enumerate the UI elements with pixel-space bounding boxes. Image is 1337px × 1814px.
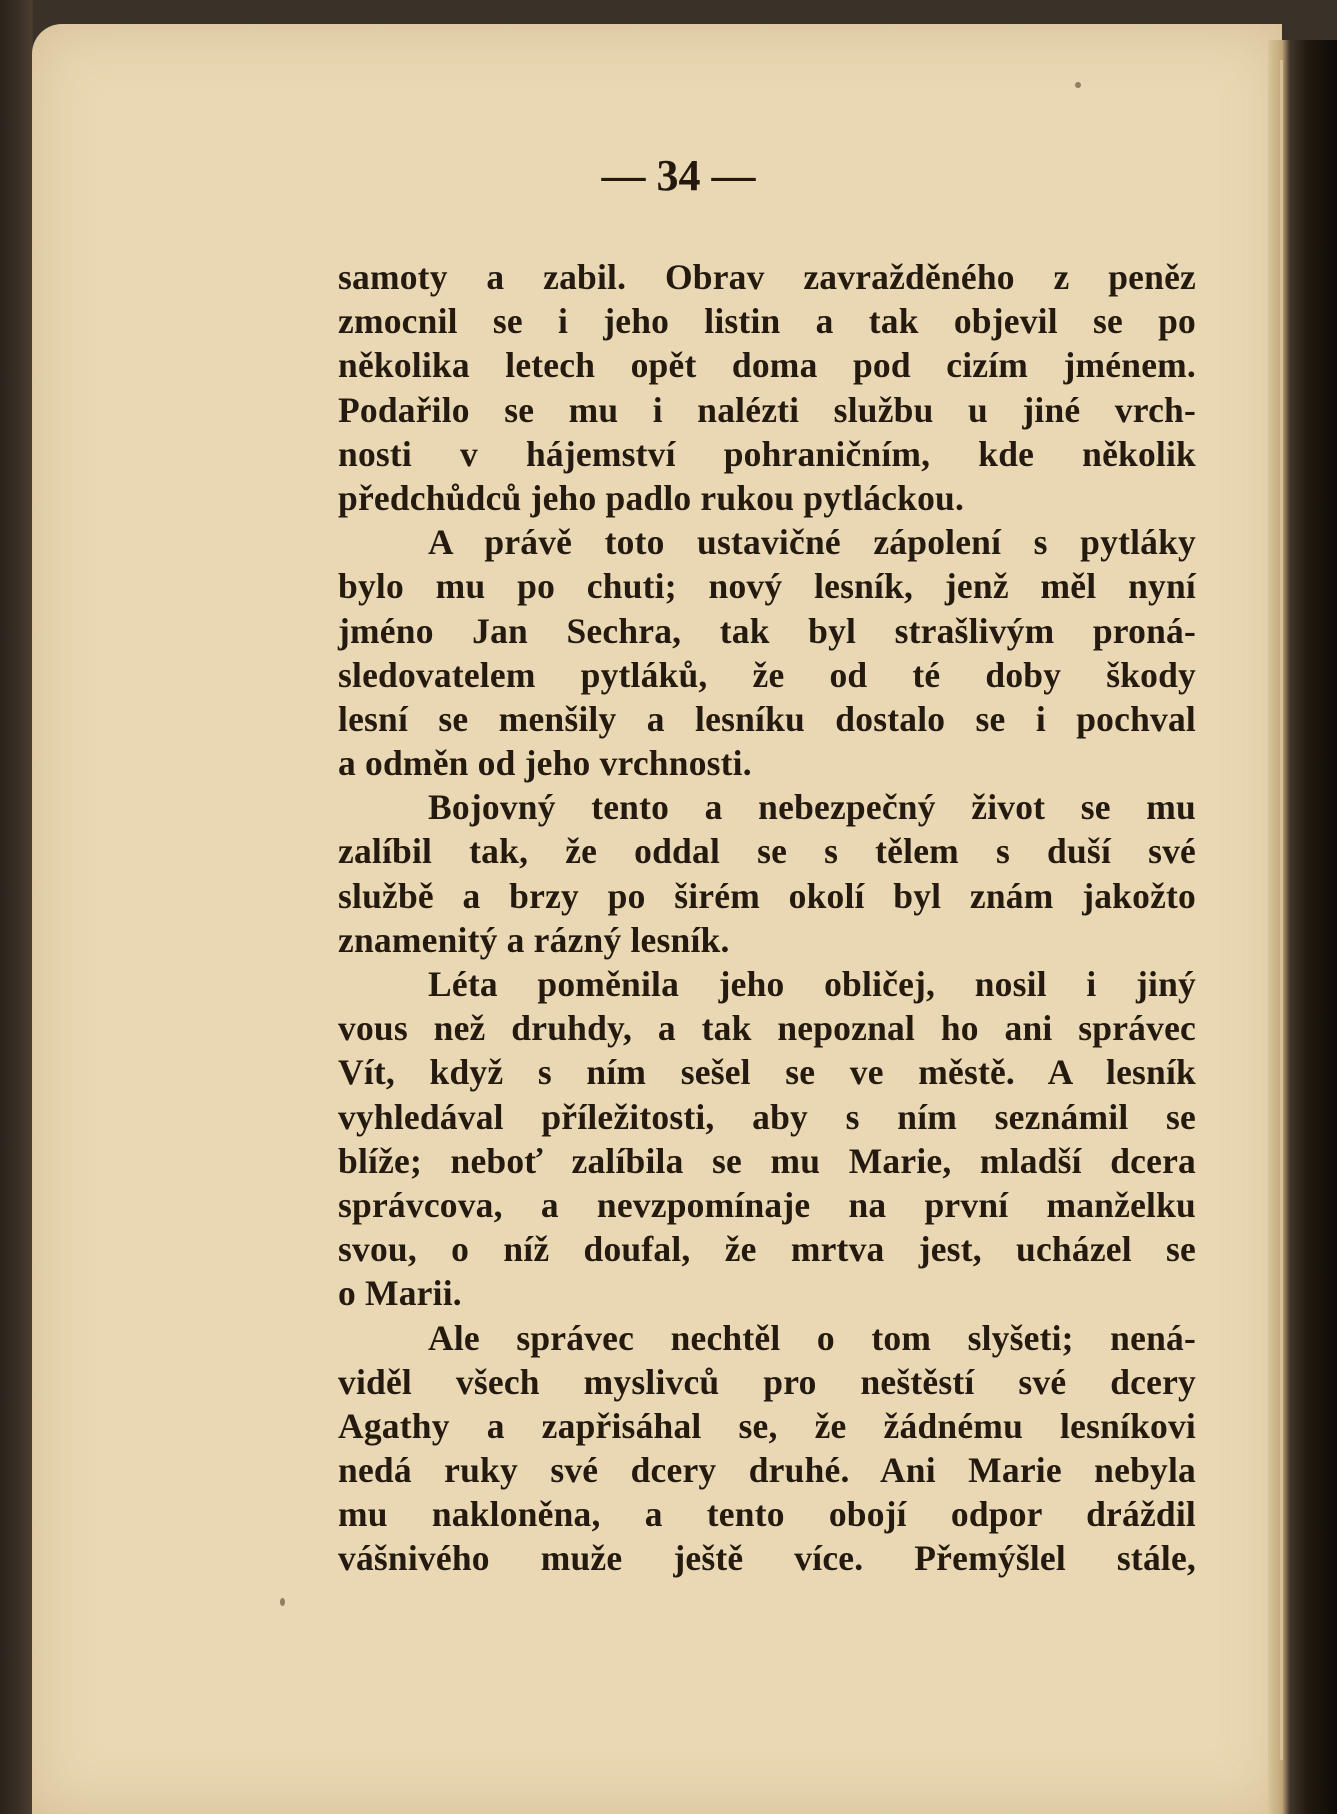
text-line: zalíbil tak, že oddal se s tělem s duší své bbox=[338, 831, 1196, 872]
text-line: Podařilo se mu i nalézti službu u jiné vrch- bbox=[338, 389, 1196, 430]
text-line: znamenitý a rázný lesník. bbox=[338, 919, 730, 960]
text-line: Agathy a zapřisáhal se, že žádnému lesníkovi bbox=[338, 1405, 1196, 1446]
text-line: lesní se menšily a lesníku dostalo se i pochval bbox=[338, 698, 1196, 739]
text-line: službě a brzy po širém okolí byl znám jakožto bbox=[338, 875, 1196, 916]
text-line: Bojovný tento a nebezpečný život se mu bbox=[428, 787, 1196, 828]
text-line: předchůdců jeho padlo rukou pytláckou. bbox=[338, 477, 965, 518]
text-line: Léta poměnila jeho obličej, nosil i jiný bbox=[428, 964, 1196, 1004]
page-edge bbox=[1280, 60, 1283, 1760]
text-line: viděl všech myslivců pro neštěstí své dcery bbox=[338, 1361, 1196, 1402]
paper-speck bbox=[280, 1598, 285, 1606]
page-number: — 34 — bbox=[601, 151, 756, 200]
text-line: vous než druhdy, a tak nepoznal ho ani správec bbox=[338, 1008, 1196, 1049]
text-line: Vít, když s ním sešel se ve městě. A lesník bbox=[338, 1052, 1196, 1093]
page-text-body bbox=[338, 255, 1196, 1581]
text-line: svou, o níž doufal, že mrtva jest, ucházel se bbox=[338, 1229, 1196, 1270]
text-line: vyhledával příležitosti, aby s ním seznámil se bbox=[338, 1096, 1196, 1137]
text-line: A právě toto ustavičné zápolení s pytláky bbox=[428, 522, 1196, 563]
text-line: správcova, a nevzpomínaje na první manželku bbox=[338, 1184, 1196, 1225]
text-line: mu nakloněna, a tento obojí odpor dráždil bbox=[338, 1494, 1196, 1535]
text-line: blíže; neboť zalíbila se mu Marie, mladší dcera bbox=[338, 1140, 1196, 1181]
text-line: Ale správec nechtěl o tom slyšeti; nená- bbox=[428, 1317, 1196, 1358]
text-line: o Marii. bbox=[338, 1273, 462, 1314]
text-line: nedá ruky své dcery druhé. Ani Marie nebyla bbox=[338, 1450, 1196, 1491]
book-binding bbox=[1268, 40, 1337, 1814]
text-line: zmocnil se i jeho listin a tak objevil se po bbox=[338, 301, 1196, 342]
text-line: několika letech opět doma pod cizím jménem. bbox=[338, 345, 1196, 386]
text-line: samoty a zabil. Obrav zavražděného z peněz bbox=[338, 257, 1196, 297]
paper-speck bbox=[1075, 82, 1081, 88]
text-line: jméno Jan Sechra, tak byl strašlivým proná- bbox=[338, 610, 1196, 651]
text-line: nosti v hájemství pohraničním, kde několik bbox=[338, 433, 1196, 474]
text-line: sledovatelem pytláků, že od té doby škody bbox=[338, 654, 1196, 695]
text-line: bylo mu po chuti; nový lesník, jenž měl nyní bbox=[338, 566, 1196, 607]
text-line: vášnivého muže ještě více. Přemýšlel stále, bbox=[338, 1538, 1196, 1579]
text-line: a odměn od jeho vrchnosti. bbox=[338, 743, 752, 784]
